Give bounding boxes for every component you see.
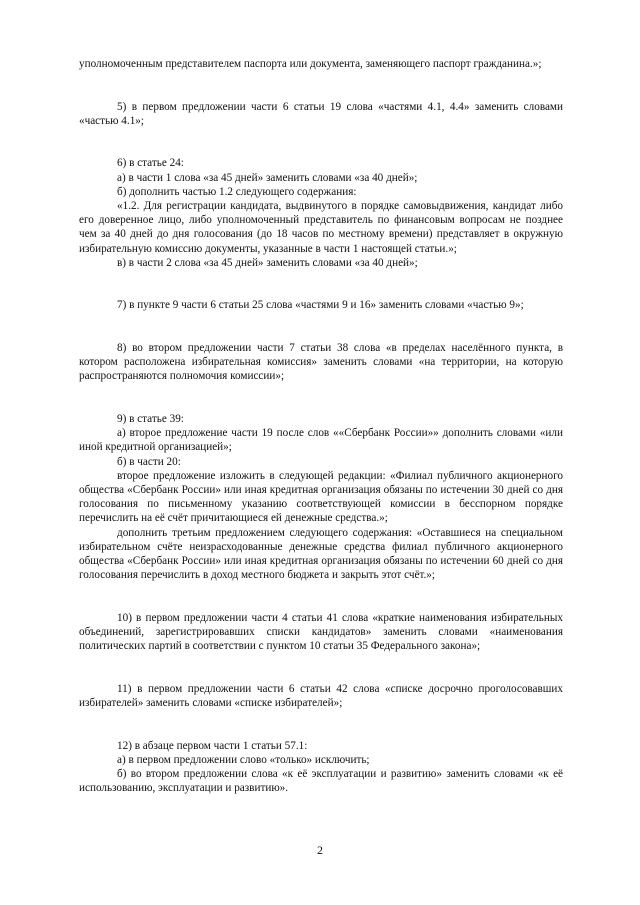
paragraph-continuation: уполномоченным представителем паспорта или документа, заменяющего паспорт гражданина.»;	[79, 58, 542, 70]
paragraph-item-9a: а) второе предложение части 19 после слов ««Сбербанк России»» дополнить словами «или иной кредитной организацией»;	[79, 427, 563, 454]
paragraph-item-6a: а) в части 1 слова «за 45 дней» заменить словами «за 40 дней»;	[117, 171, 418, 184]
document-body	[79, 57, 563, 795]
paragraph-item-12a: а) в первом предложении слово «только» исключить;	[117, 753, 370, 766]
paragraph-item-5: 5) в первом предложении части 6 статьи 19 слова «частями 4.1, 4.4» заменить словами «частью 4.1»;	[79, 100, 563, 127]
paragraph-item-12: 12) в абзаце первом части 1 статьи 57.1:	[117, 739, 308, 752]
paragraph-item-6b: б) дополнить частью 1.2 следующего содержания:	[117, 185, 357, 198]
paragraph-item-11: 11) в первом предложении части 6 статьи 42 слова «списке досрочно проголосовавших избирателей» заменить словами «списке избирателей»;	[79, 682, 563, 709]
paragraph-item-6: 6) в статье 24:	[117, 157, 184, 170]
paragraph-item-9b-third: дополнить третьим предложением следующего содержания: «Оставшиеся на специальном избирательном счёте неизрасходованные денежные средства филиал публичного акционерного общества «Сбербанк России» или иная кредитная организация обязаны по истечении 60 дней со дня голосования перечислить в доход местного бюджета и закрыть этот счёт.»;	[79, 526, 563, 582]
paragraph-item-10: 10) в первом предложении части 4 статьи 41 слова «краткие наименования избирательных объединений, зарегистрировавших списки кандидатов» заменить словами «наименования политических партий в соответствии с пунктом 10 статьи 35 Федерального закона»;	[79, 611, 563, 653]
paragraph-item-6b-quote: «1.2. Для регистрации кандидата, выдвинутого в порядке самовыдвижения, кандидат либо его доверенное лицо, либо уполномоченный представитель по финансовым вопросам не позднее чем за 40 дней до дня голосования (до 18 часов по местному времени) представляет в окружную избирательную комиссию документы, указанные в части 1 настоящей статьи.»;	[79, 199, 563, 255]
paragraph-item-6v: в) в части 2 слова «за 45 дней» заменить словами «за 40 дней»;	[117, 256, 418, 269]
paragraph-item-7: 7) в пункте 9 части 6 статьи 25 слова «частями 9 и 16» заменить словами «частью 9»;	[117, 299, 524, 312]
paragraph-item-9b: б) в части 20:	[117, 455, 181, 468]
paragraph-item-12b: б) во втором предложении слова «к её эксплуатации и развитию» заменить словами «к её использованию, эксплуатации и развитию».	[79, 767, 563, 795]
page-number: 2	[317, 843, 323, 857]
paragraph-item-9b-second: второе предложение изложить в следующей редакции: «Филиал публичного акционерного общества «Сбербанк России» или иная кредитная организация обязаны по истечении 30 дней со дня голосования по письменному указанию соответствующей комиссии в бесспорном порядке перечислить на её счёт причитающиеся ей денежные средства.»;	[79, 469, 563, 525]
paragraph-item-8: 8) во втором предложении части 7 статьи 38 слова «в пределах населённого пункта, в котором расположена избирательная комиссия» заменить словами «на территории, на которую распространяются полномочия комиссии»;	[79, 341, 563, 383]
paragraph-item-9: 9) в статье 39:	[117, 412, 184, 425]
